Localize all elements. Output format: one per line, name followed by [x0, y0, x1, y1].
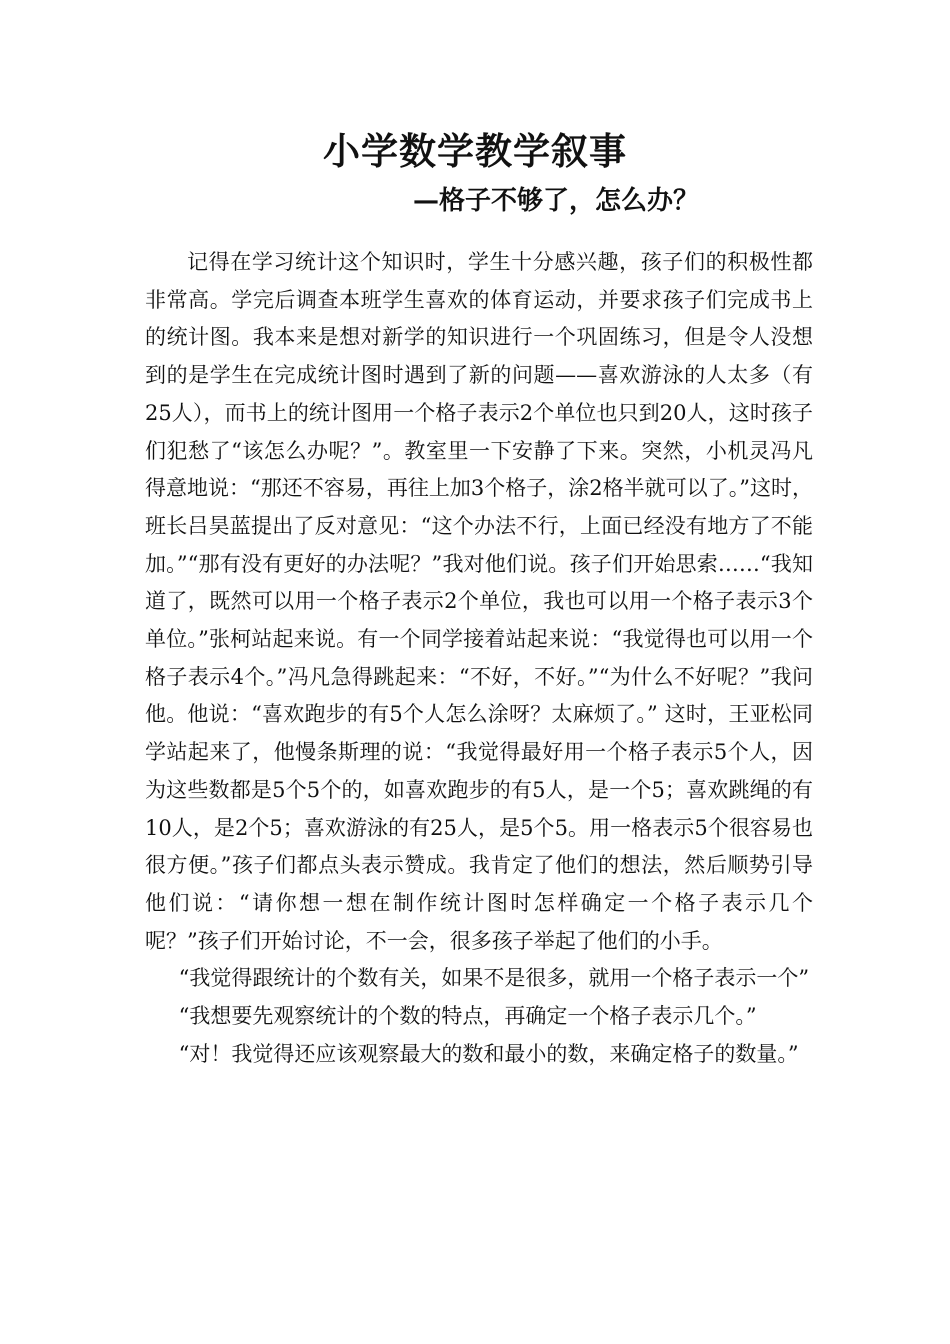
- body-paragraph: “对！我觉得还应该观察最大的数和最小的数，来确定格子的数量。”: [178, 1041, 799, 1066]
- document-body: [145, 244, 813, 1073]
- body-paragraph: “我想要先观察统计的个数的特点，再确定一个格子表示几个。”: [178, 1004, 757, 1029]
- body-paragraph: “我觉得跟统计的个数有关，如果不是很多，就用一个格子表示一个”: [178, 966, 810, 991]
- document-title: 小学数学教学叙事: [323, 129, 627, 173]
- document-subtitle: —格子不够了，怎么办？: [413, 186, 700, 216]
- body-paragraph: 记得在学习统计这个知识时，学生十分感兴趣，孩子们的积极性都非常高。学完后调查本班学生喜欢的体育运动，并要求孩子们完成书上的统计图。我本来是想对新学的知识进行一个巩固练习，但是令人没想到的是学生在完成统计图时遇到了新的问题——喜欢游泳的人太多（有25人），而书上的统计图用一个格子表示2个单位也只到20人，这时孩子们犯愁了“该怎么办呢？”。教室里一下安静了下来。突然，小机灵冯凡得意地说：“那还不容易，再往上加3个格子，涂2格半就可以了。”这时，班长吕昊蓝提出了反对意见：“这个办法不行，上面已经没有地方了不能加。”“那有没有更好的办法呢？”我对他们说。孩子们开始思索……“我知道了，既然可以用一个格子表示2个单位，我也可以用一个格子表示3个单位。”张柯站起来说。有一个同学接着站起来说：“我觉得也可以用一个格子表示4个。”冯凡急得跳起来：“不好，不好。”“为什么不好呢？”我问他。他说：“喜欢跑步的有5个人怎么涂呀？太麻烦了。” 这时，王亚松同学站起来了，他慢条斯理的说：“我觉得最好用一个格子表示5个人，因为这些数都是5个5个的，如喜欢跑步的有5人，是一个5；喜欢跳绳的有10人，是2个5；喜欢游泳的有25人，是5个5。用一格表示5个很容易也很方便。”孩子们都点头表示赞成。我肯定了他们的想法，然后顺势引导他们说：“请你想一想在制作统计图时怎样确定一个格子表示几个呢？”孩子们开始讨论，不一会，很多孩子举起了他们的小手。: [145, 250, 813, 953]
